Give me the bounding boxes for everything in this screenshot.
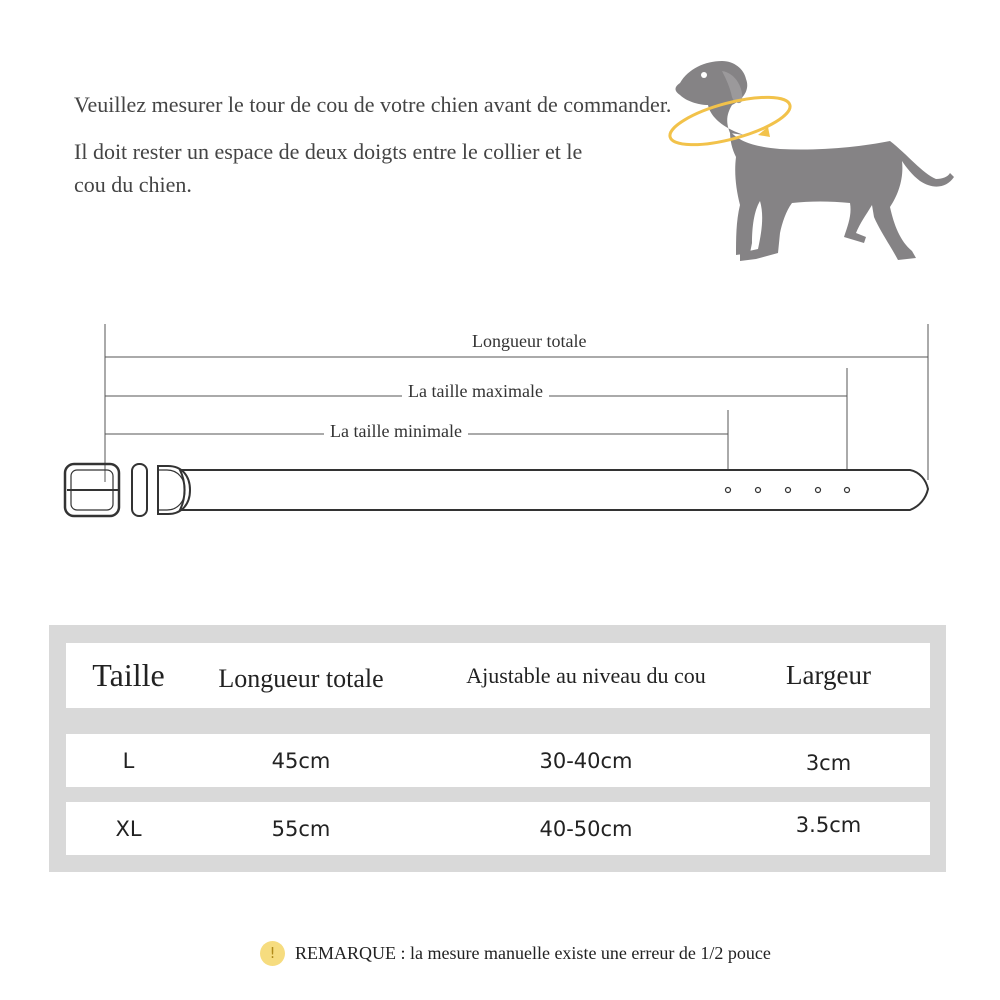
row-adjustable: 40-50cm (539, 816, 633, 841)
intro-line-1: Veuillez mesurer le tour de cou de votre chien avant de commander. (74, 92, 672, 117)
table-header-row (66, 643, 930, 708)
row-size: L (122, 748, 135, 773)
intro-text (74, 88, 674, 215)
row-width: 3.5cm (795, 812, 862, 837)
header-largeur: Largeur (786, 660, 871, 690)
table-row (66, 802, 930, 855)
dog-silhouette (676, 61, 955, 261)
table-row (66, 734, 930, 787)
header-ajustable: Ajustable au niveau du cou (466, 662, 706, 688)
min-size-label: La taille minimale (324, 421, 468, 442)
header-longueur: Longueur totale (218, 663, 384, 693)
note-text: REMARQUE : la mesure manuelle existe une erreur de 1/2 pouce (295, 942, 771, 963)
row-length: 45cm (271, 748, 331, 773)
collar-keeper (132, 464, 147, 516)
size-table (49, 625, 946, 872)
row-width: 3cm (805, 750, 852, 775)
dog-eye-icon (701, 72, 707, 78)
note (260, 940, 771, 966)
header-taille: Taille (92, 657, 165, 693)
max-size-label: La taille maximale (402, 381, 549, 402)
row-size: XL (115, 816, 142, 841)
total-length-label: Longueur totale (466, 331, 592, 352)
intro-line-2: Il doit rester un espace de deux doigts entre le collier et le cou du chien. (74, 139, 583, 197)
exclamation-icon: ! (260, 941, 285, 966)
dog-measure-illustration (660, 55, 960, 270)
row-length: 55cm (271, 816, 331, 841)
row-adjustable: 30-40cm (539, 748, 633, 773)
